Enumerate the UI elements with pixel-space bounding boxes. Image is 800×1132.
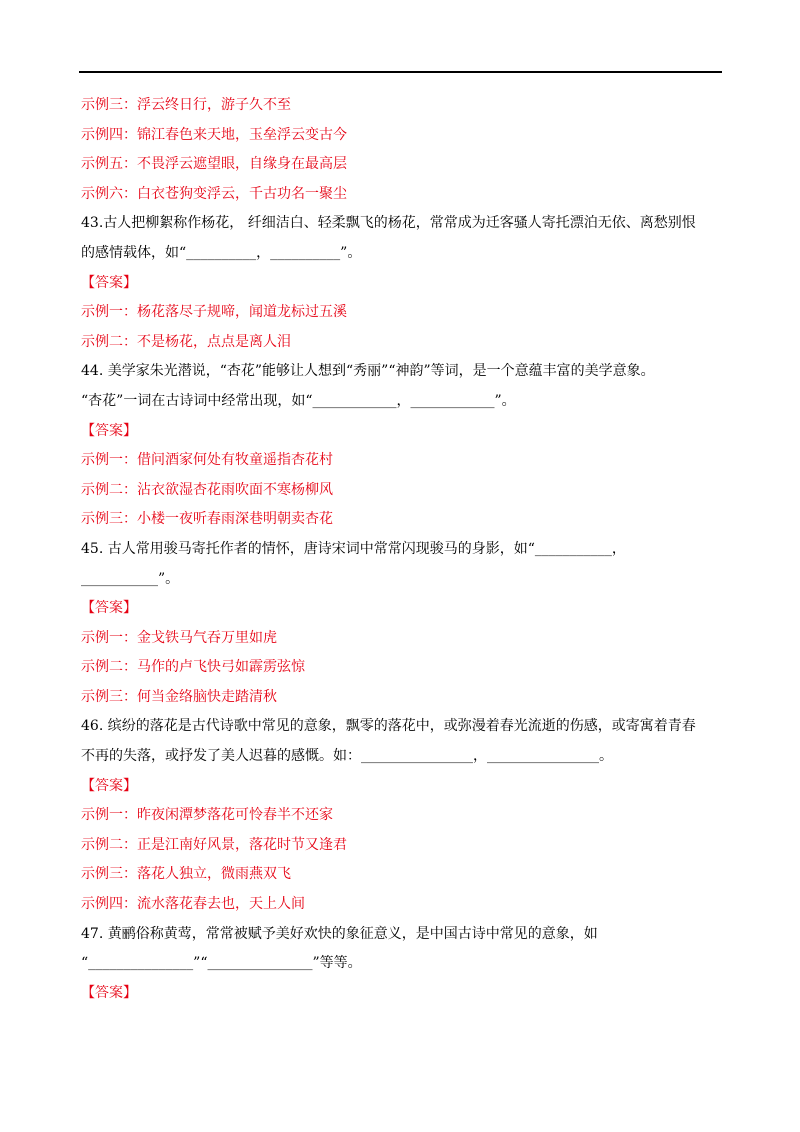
question-line: ___________”。 bbox=[81, 570, 180, 587]
question-line: 45. 古人常用骏马寄托作者的情怀，唐诗宋词中常常闪现骏马的身影，如“___________， bbox=[81, 540, 626, 557]
answer-example-line: 示例六：白衣苍狗变浮云，千古功名一聚尘 bbox=[81, 185, 347, 202]
question-line: 47. 黄鹂俗称黄莺，常常被赋予美好欢快的象征意义，是中国古诗中常见的意象，如 bbox=[81, 925, 598, 942]
answer-example-line: 示例二：正是江南好风景，落花时节又逢君 bbox=[81, 836, 347, 853]
question-line: 44. 美学家朱光潜说，“杏花”能够让人想到“秀丽”“神韵”等词，是一个意蕴丰富的美学意象。 bbox=[81, 363, 655, 380]
answer-example-line: 示例三：落花人独立，微雨燕双飞 bbox=[81, 866, 291, 883]
answer-example-line: 示例二：不是杨花，点点是离人泪 bbox=[81, 333, 291, 350]
question-line: 46. 缤纷的落花是古代诗歌中常见的意象，飘零的落花中，或弥漫着春光流逝的伤感，或寄寓着青春 bbox=[81, 718, 696, 735]
answer-example-line: 示例一：借问酒家何处有牧童遥指杏花村 bbox=[81, 452, 333, 469]
answer-example-line: 示例五：不畏浮云遮望眼，自缘身在最高层 bbox=[81, 156, 347, 173]
question-line: 的感情载体，如“__________，__________”。 bbox=[81, 244, 362, 261]
answer-example-line: 示例一：金戈铁马气吞万里如虎 bbox=[81, 629, 277, 646]
question-line: “_______________”“_______________”等等。 bbox=[81, 955, 362, 972]
answer-example-line: 示例一：杨花落尽子规啼，闻道龙标过五溪 bbox=[81, 304, 347, 321]
document-body bbox=[81, 91, 731, 1008]
question-line: 43.古人把柳絮称作杨花， 纤细洁白、轻柔飘飞的杨花，常常成为迁客骚人寄托漂泊无依、离愁别恨 bbox=[81, 215, 696, 232]
answer-example-line: 示例三：浮云终日行，游子久不至 bbox=[81, 97, 291, 113]
answer-example-line: 示例四：流水落花春去也，天上人间 bbox=[81, 896, 305, 913]
answer-label: 【答案】 bbox=[81, 984, 137, 1001]
answer-example-line: 示例三：小楼一夜听春雨深巷明朝卖杏花 bbox=[81, 511, 333, 528]
question-line: “杏花”一词在古诗词中经常出现，如“____________，____________”。 bbox=[81, 392, 516, 409]
answer-label: 【答案】 bbox=[81, 422, 137, 439]
question-line: 不再的失落，或抒发了美人迟暮的感慨。如：________________，________________。 bbox=[81, 748, 613, 765]
header-rule bbox=[79, 71, 722, 73]
answer-label: 【答案】 bbox=[81, 777, 137, 794]
answer-label: 【答案】 bbox=[81, 600, 137, 617]
answer-example-line: 示例三：何当金络脑快走踏清秋 bbox=[81, 688, 277, 705]
answer-label: 【答案】 bbox=[81, 274, 137, 291]
answer-example-line: 示例二：马作的卢飞快弓如霹雳弦惊 bbox=[81, 659, 305, 676]
answer-example-line: 示例二：沾衣欲湿杏花雨吹面不寒杨柳风 bbox=[81, 481, 333, 498]
answer-example-line: 示例一：昨夜闲潭梦落花可怜春半不还家 bbox=[81, 807, 333, 824]
answer-example-line: 示例四：锦江春色来天地，玉垒浮云变古今 bbox=[81, 126, 347, 143]
